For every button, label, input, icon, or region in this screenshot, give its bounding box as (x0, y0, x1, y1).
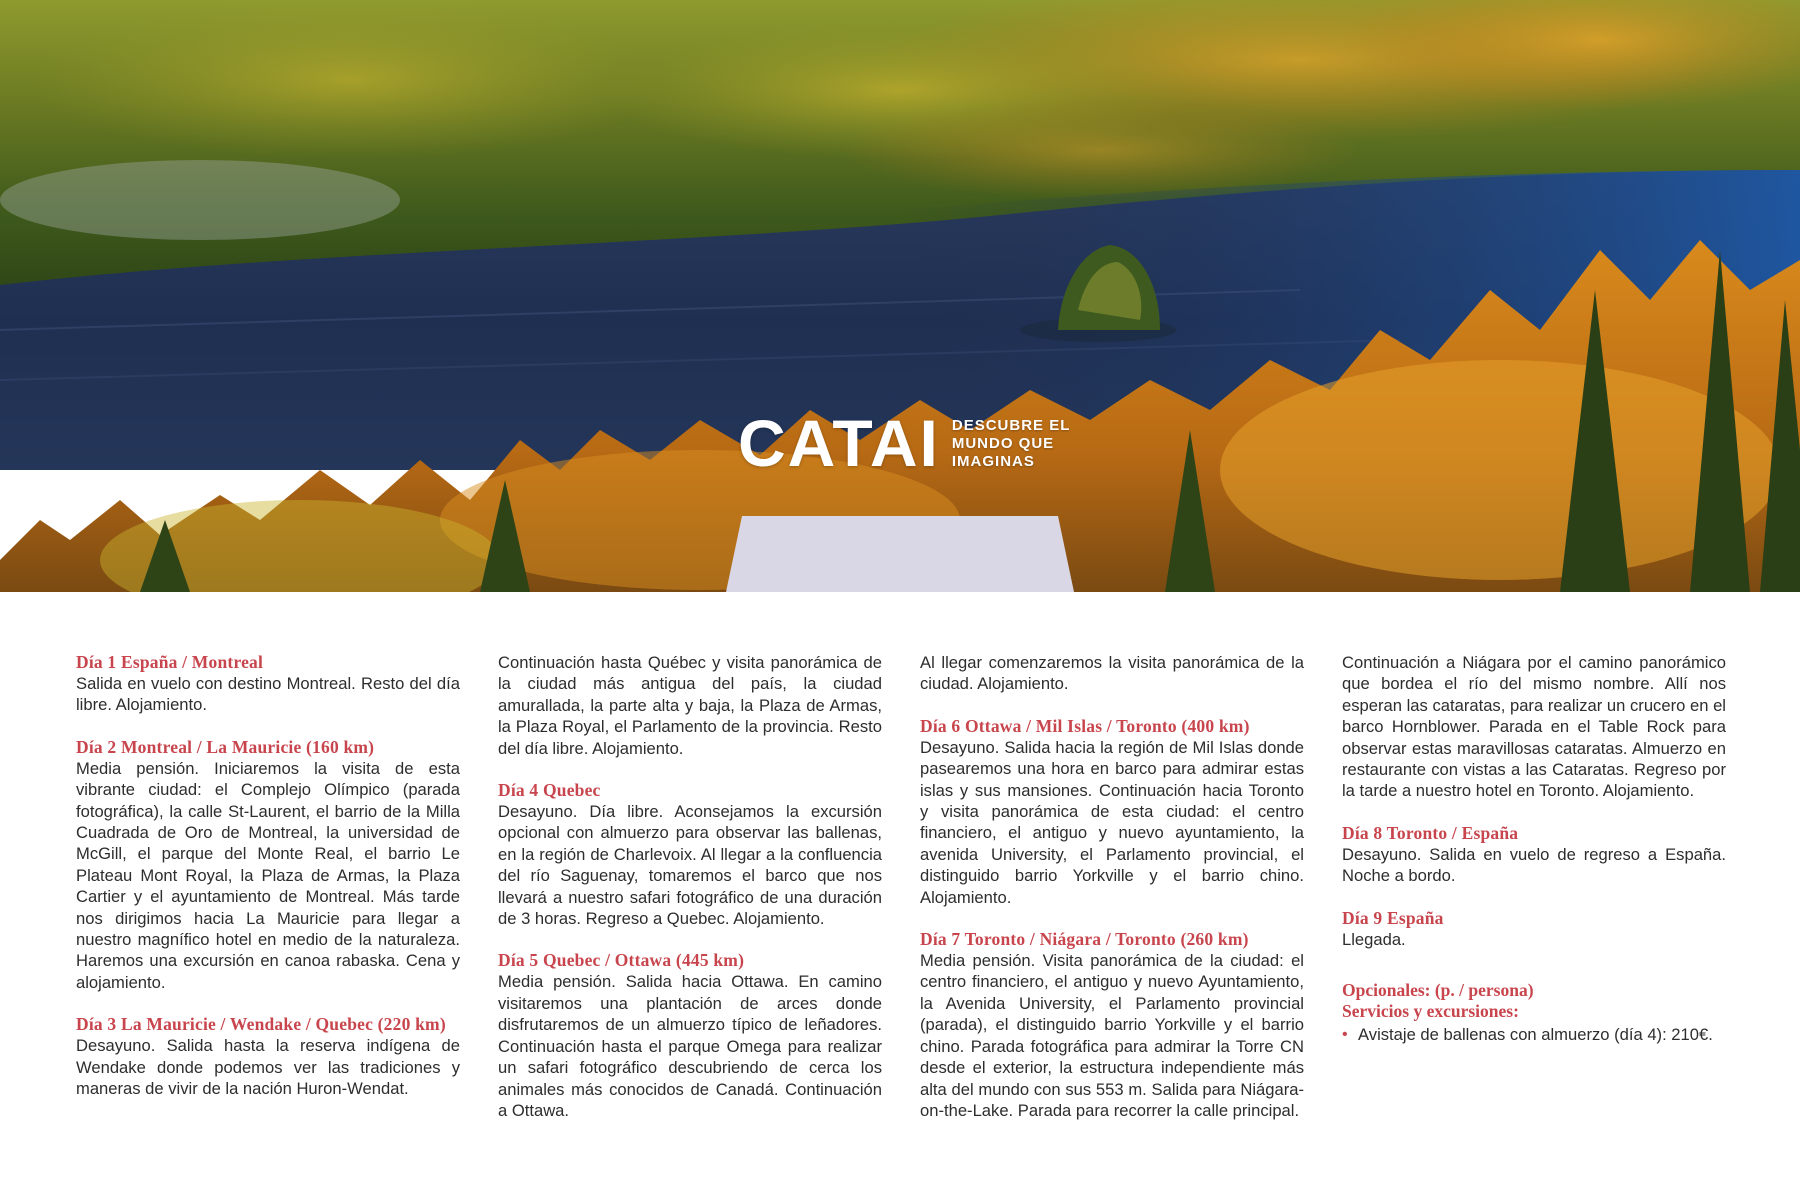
hero-banner (0, 0, 1800, 592)
list-item (1342, 1024, 1726, 1045)
day-title: Día 2 Montreal / La Mauricie (160 km) (76, 736, 375, 757)
itinerary-continuation (1342, 652, 1726, 802)
itinerary-columns (76, 652, 1726, 1172)
itinerary-day (76, 1014, 460, 1099)
day-description: Llegada. (1342, 929, 1406, 949)
brand-tagline-line: DESCUBRE EL (951, 416, 1071, 434)
itinerary-day (498, 950, 882, 1121)
optionals-section (1342, 980, 1726, 1045)
itinerary-column (498, 652, 882, 1142)
itinerary-continuation (920, 652, 1304, 695)
day-description: Continuación a Niágara por el camino panorámico que bordea el río del mismo nombre. Allí nos esperan las cataratas, para realizar un crucero en el barco Hornblower. Parada en el Table Rock para observar estas maravillosas cataratas. Almuerzo en restaurante con vistas a las Cataratas. Regreso por la tarde a nuestro hotel en Toronto. Alojamiento. (1342, 653, 1726, 801)
itinerary-day (1342, 908, 1726, 950)
itinerary-continuation (498, 652, 882, 759)
itinerary-column (76, 652, 460, 1121)
itinerary-day (498, 780, 882, 929)
day-description: Desayuno. Salida hacia la región de Mil Islas donde pasearemos una hora en barco para admirar estas islas y sus mansiones. Continuación hacia Toronto y visita panorámica de esta ciudad: el centro financiero, el antiguo y nuevo ayuntamiento, la avenida University, el Parlamento provincial, el distinguido barrio Yorkville y el barrio chino. Alojamiento. (920, 737, 1304, 907)
itinerary-day (1342, 823, 1726, 887)
brand-tagline-line: MUNDO QUE (951, 434, 1055, 452)
day-title: Día 9 España (1342, 907, 1444, 928)
day-description: Media pensión. Visita panorámica de la ciudad: el centro financiero, el antiguo y nuevo Ayuntamiento, la Avenida University, el Parlamento provincial (parada), el distinguido barrio Yorkville y el barrio chino. Parada fotográfica para admirar la Torre CN desde el exterior, la estructura independiente más alta del mundo con sus 553 m. Salida para Niágara-on-the-Lake. Parada para recorrer la calle principal. (920, 951, 1304, 1120)
day-title: Día 8 Toronto / España (1342, 822, 1519, 843)
itinerary-column (920, 652, 1304, 1142)
day-title: Día 7 Toronto / Niágara / Toronto (260 km) (920, 929, 1249, 950)
day-description: Continuación hasta Québec y visita panorámica de la ciudad más antigua del país, la ciudad amurallada, la parte alta y baja, la Plaza de Armas, la Plaza Royal, el Parlamento de la provincia. Resto del día libre. Alojamiento. (498, 653, 882, 758)
day-title: Día 6 Ottawa / Mil Islas / Toronto (400 km) (920, 715, 1250, 736)
itinerary-day (920, 929, 1304, 1121)
day-title: Día 4 Quebec (498, 780, 601, 801)
day-description: Media pensión. Salida hacia Ottawa. En camino visitaremos una plantación de arces donde disfrutaremos de un almuerzo típico de leñadores. Continuación hasta el parque Omega para realizar un safari fotográfico descubriendo de cerca los animales más conocidos de Canadá. Continuación a Ottawa. (498, 972, 882, 1120)
day-description: Desayuno. Día libre. Aconsejamos la excursión opcional con almuerzo para observar las ballenas, en la región de Charlevoix. Al llegar a la confluencia del río Saguenay, tomaremos el barco que nos llevará a nuestro safari fotográfico de una duración de 3 horas. Regreso a Quebec. Alojamiento. (498, 802, 882, 929)
brand-logo (738, 406, 1071, 480)
brand-name: CATAI (738, 406, 940, 480)
day-description: Desayuno. Salida hasta la reserva indígena de Wendake donde podemos ver las tradiciones y maneras de vivir de la nación Huron-Wendat. (76, 1036, 460, 1099)
day-title: Día 3 La Mauricie / Wendake / Quebec (220 km) (76, 1014, 446, 1035)
day-description: Al llegar comenzaremos la visita panorámica de la ciudad. Alojamiento. (920, 653, 1304, 694)
itinerary-day (76, 652, 460, 716)
brand-tagline-line: IMAGINAS (951, 452, 1035, 470)
optional-item-text: Avistaje de ballenas con almuerzo (día 4): 210€. (1358, 1025, 1713, 1045)
day-description: Media pensión. Iniciaremos la visita de esta vibrante ciudad: el Complejo Olímpico (parada fotográfica), la calle St-Laurent, el barrio de la Milla Cuadrada de Oro de Montreal, la universidad de McGill, el parque del Monte Real, el barrio Le Plateau Mont Royal, la Plaza de Armas, la Plaza Cartier y el ayuntamiento de Montreal. Más tarde nos dirigimos hacia La Mauricie para llegar a nuestro magnífico hotel en medio de la naturaleza. Haremos una excursión en canoa rabaska. Cena y alojamiento. (76, 758, 460, 992)
itinerary-column (1342, 652, 1726, 1045)
day-description: Desayuno. Salida en vuelo de regreso a España. Noche a bordo. (1342, 844, 1726, 886)
day-title: Día 5 Quebec / Ottawa (445 km) (498, 950, 745, 971)
bullet-icon: • (1342, 1026, 1348, 1044)
hero-landscape-photo (0, 0, 1800, 592)
itinerary-day (920, 716, 1304, 908)
day-description: Salida en vuelo con destino Montreal. Resto del día libre. Alojamiento. (76, 674, 460, 715)
brand-tagline (952, 417, 1071, 470)
day-title: Día 1 España / Montreal (76, 652, 264, 672)
optionals-title: Opcionales: (p. / persona) (1342, 980, 1534, 1001)
optionals-subtitle: Servicios y excursiones: (1342, 1001, 1519, 1022)
itinerary-day (76, 737, 460, 993)
optionals-list (1342, 1024, 1726, 1045)
